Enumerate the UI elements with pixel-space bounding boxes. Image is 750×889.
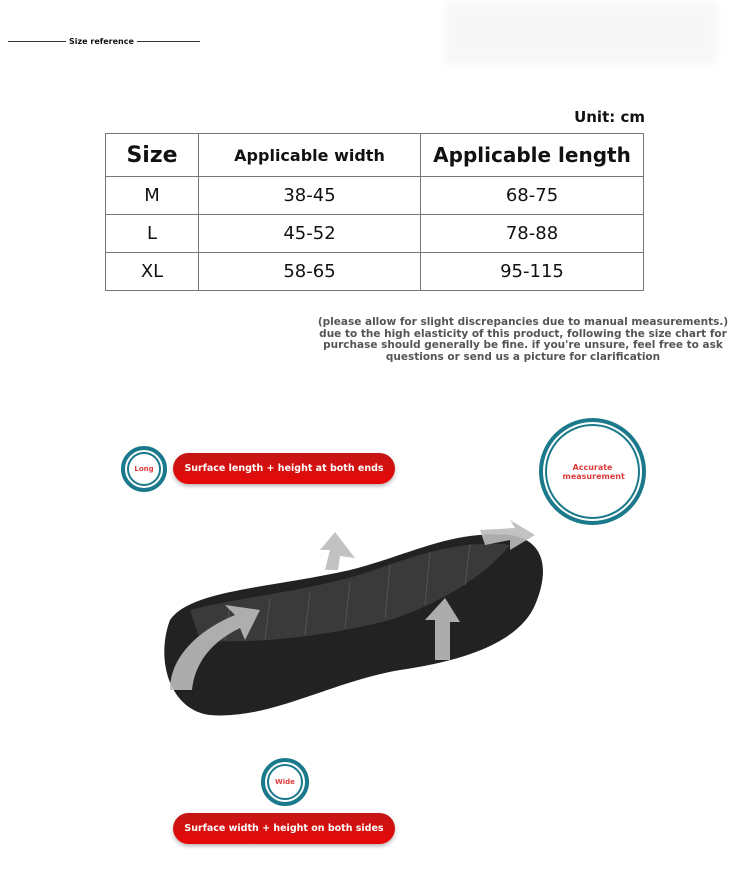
wide-label-pill: Surface width + height on both sides	[173, 813, 395, 844]
size-reference-label: Size reference	[66, 36, 137, 48]
cell-length: 95-115	[421, 253, 644, 291]
blurred-area	[445, 2, 717, 64]
long-text: Long	[134, 464, 154, 473]
size-reference-heading	[8, 36, 200, 48]
cell-width: 58-65	[199, 253, 421, 291]
table-row	[106, 215, 644, 253]
cell-size: L	[106, 215, 199, 253]
wide-badge	[261, 758, 309, 806]
table-row	[106, 253, 644, 291]
header-length: Applicable length	[421, 134, 644, 177]
long-badge	[121, 446, 167, 492]
seat-image	[150, 510, 550, 725]
cell-width: 38-45	[199, 177, 421, 215]
unit-label: Unit: cm	[574, 108, 645, 126]
accurate-text: Accurate measurement	[562, 462, 625, 481]
wide-text: Wide	[275, 777, 295, 786]
accurate-badge	[539, 418, 646, 525]
header-size: Size	[106, 134, 199, 177]
cell-length: 68-75	[421, 177, 644, 215]
table-header-row	[106, 134, 644, 177]
table-row	[106, 177, 644, 215]
header-width: Applicable width	[199, 134, 421, 177]
cell-size: XL	[106, 253, 199, 291]
size-table	[105, 133, 644, 291]
cell-size: M	[106, 177, 199, 215]
cell-width: 45-52	[199, 215, 421, 253]
up-arrow-icon	[320, 532, 355, 570]
cell-length: 78-88	[421, 215, 644, 253]
long-label-pill: Surface length + height at both ends	[173, 453, 395, 484]
disclaimer-note: (please allow for slight discrepancies due to manual measurements.) due to the high elasticity of this product, following the size chart for purchase should generally be fine. if you're unsure, feel free to ask questions or send us a picture for clarification	[317, 316, 729, 363]
